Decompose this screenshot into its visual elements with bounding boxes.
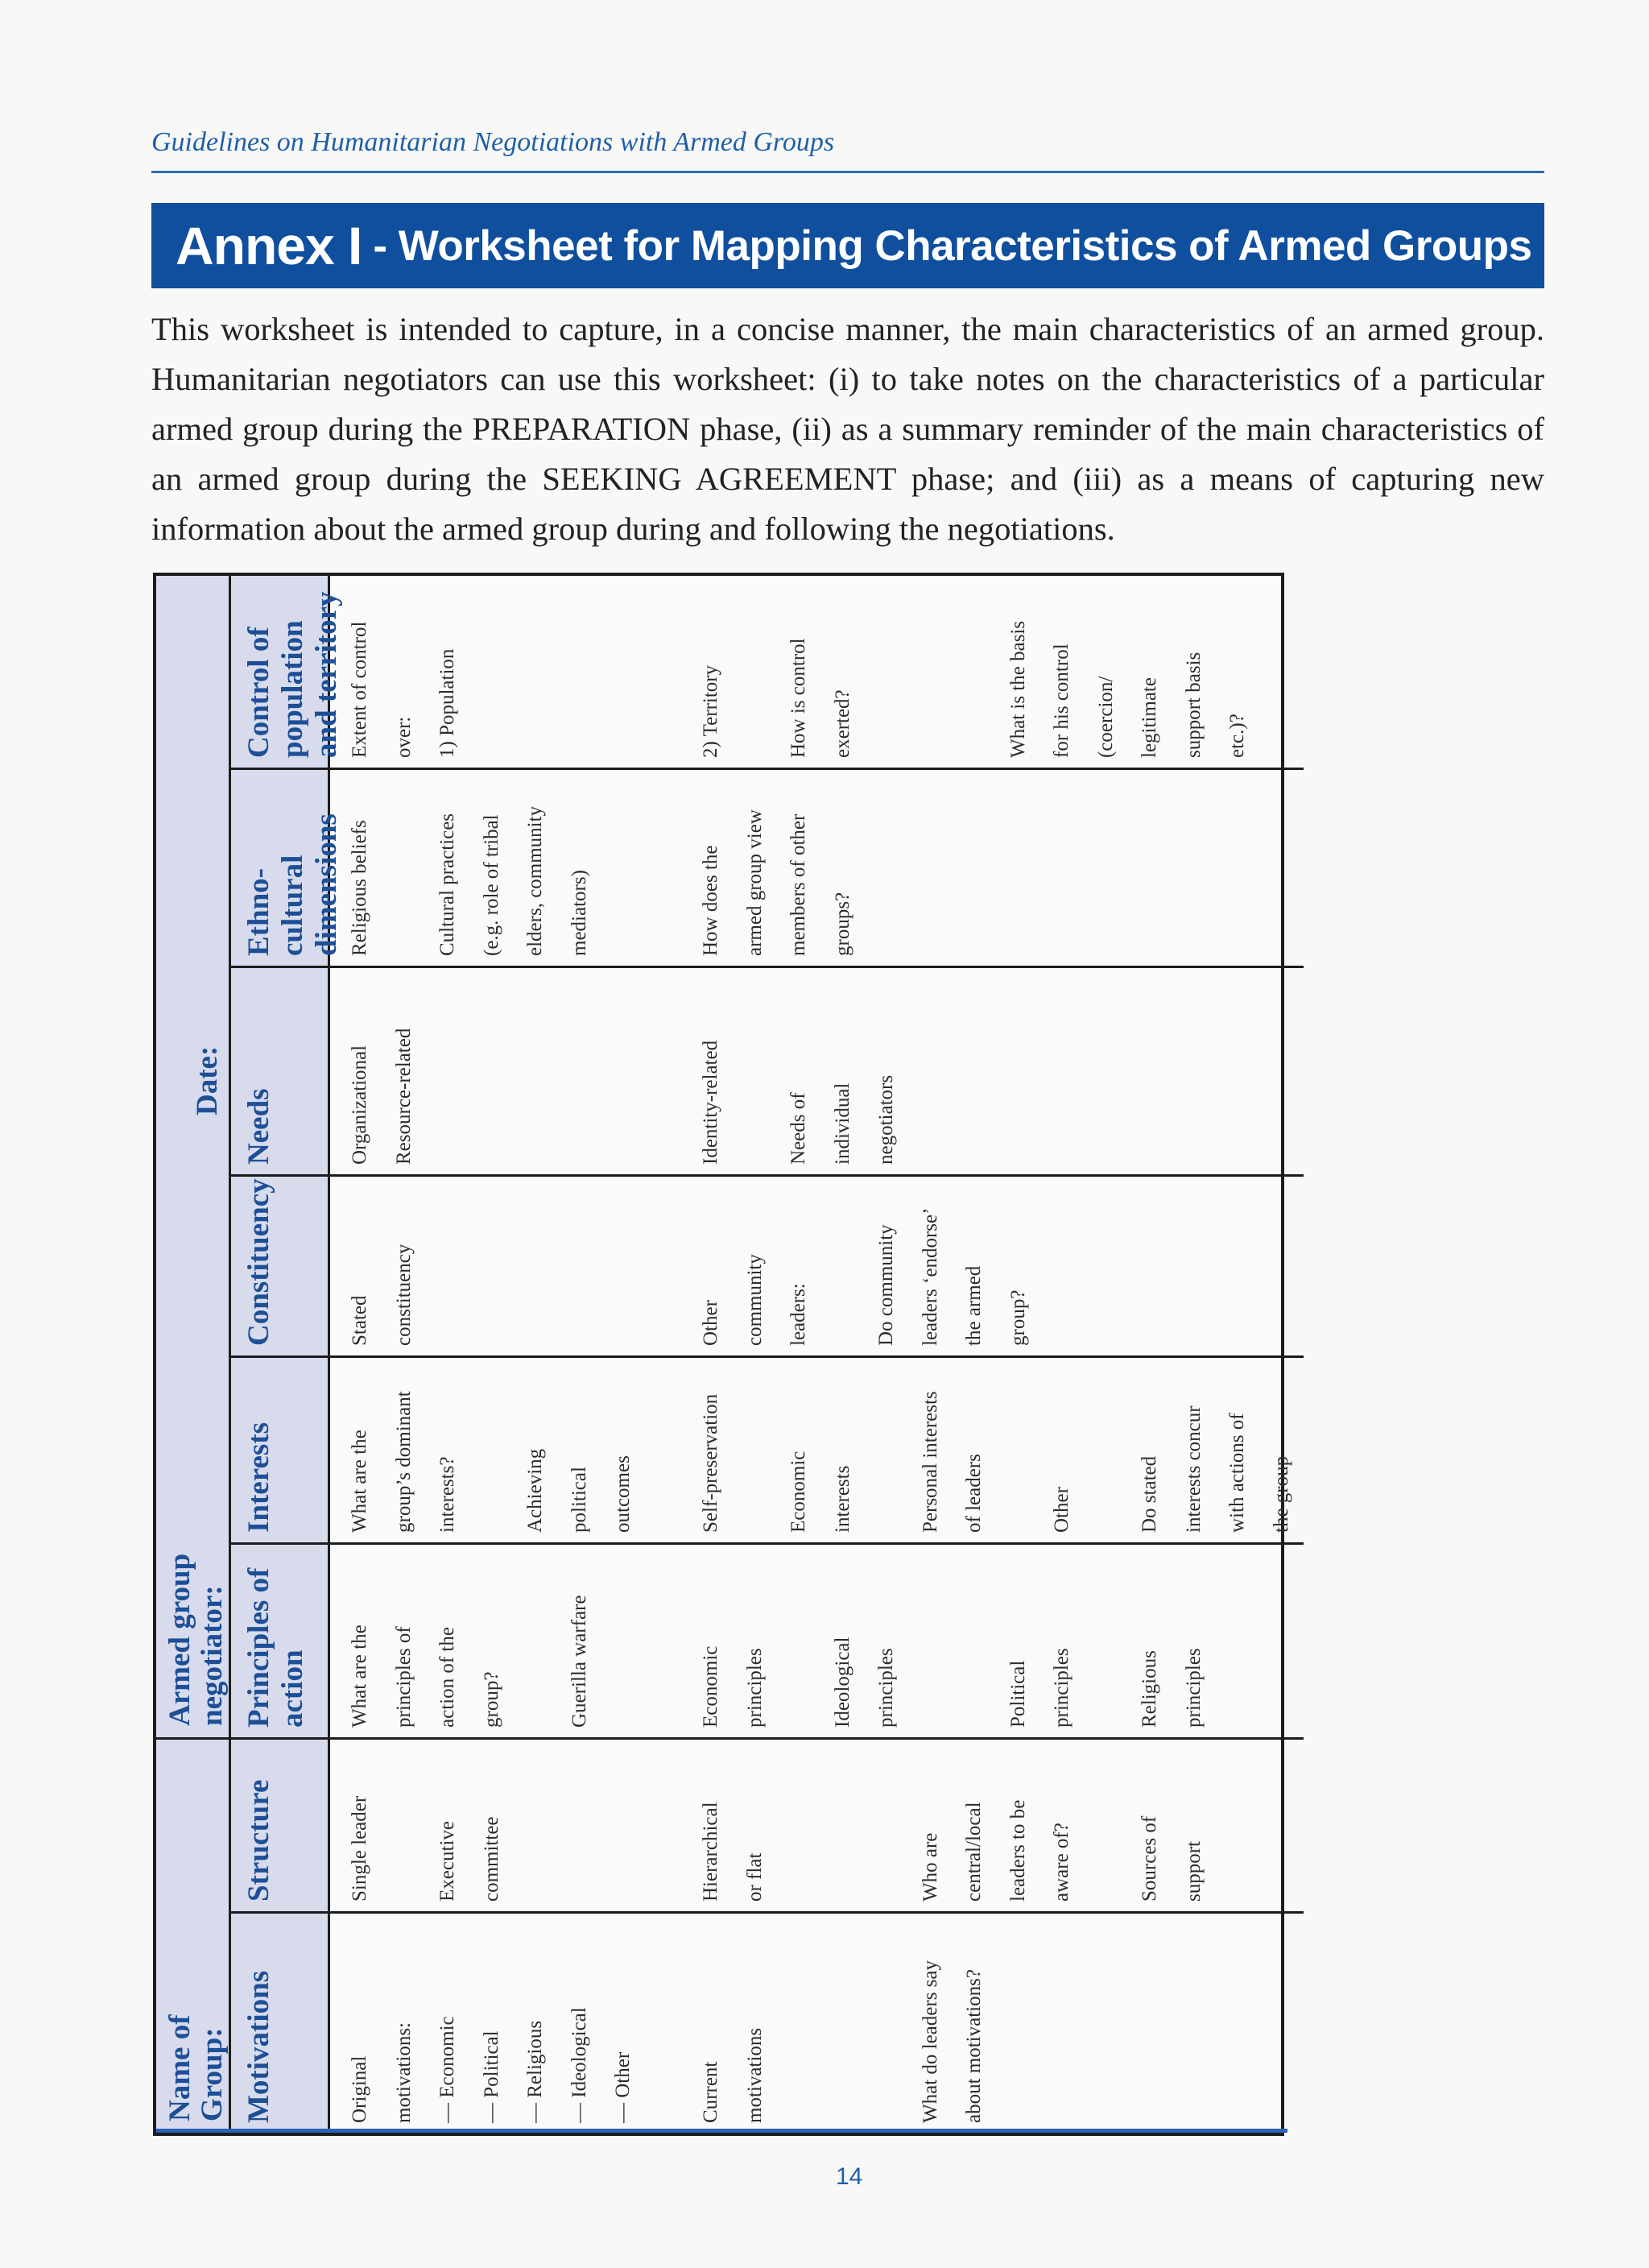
blank-line [514,1553,558,1728]
blank-line [470,1185,515,1346]
blank-line [470,976,515,1165]
prompt-line: with actions of [1226,1413,1248,1533]
annex-separator: - [373,221,399,270]
blank-line [601,976,646,1165]
prompt-line: Religious [1139,1650,1160,1728]
prompt-line: Other [700,1300,721,1346]
prompt-line: Personal interests [919,1391,941,1533]
page-number: 14 [836,2163,863,2190]
prompt-line: Guerilla warfare [568,1595,590,1728]
blank-line [777,1748,821,1902]
column-header-control-of-population-and-territory [231,576,343,768]
column-body-structure[interactable] [330,1737,1304,1911]
prompt-line: Needs of [787,1092,809,1165]
blank-line [646,976,690,1165]
prompt-line: leaders to be [1006,1799,1029,1902]
prompt-line: (e.g. role of tribal [480,814,502,956]
blank-line [821,1748,866,1902]
blank-line [865,1922,909,2123]
blank-line [865,584,909,758]
column-header-constituency [231,1174,328,1355]
blank-line [821,1922,866,2123]
prompt-line: or flat [743,1852,766,1902]
prompt-line: interests [831,1465,853,1533]
prompt-line: Hierarchical [700,1802,721,1902]
blank-line [777,1922,821,2123]
blank-line [601,584,646,758]
blank-line [426,976,470,1165]
prompt-line: 2) Territory [700,664,721,758]
blank-line [646,1185,690,1346]
prompt-line: Executive [436,1821,458,1902]
blank-line [865,1366,909,1533]
blank-line [1085,1366,1129,1533]
blank-line [601,778,646,956]
blank-line [601,1553,646,1728]
column-bodies [330,576,1304,2133]
prompt-line: What do leaders say [919,1960,941,2123]
prompt-line: Self-preservation [700,1393,721,1533]
prompt-line: How is control [787,638,809,758]
prompt-line: — Religious [524,2020,546,2123]
prompt-line: Ideological [831,1637,853,1728]
column-header-line: Motivations [242,1970,275,2123]
annex-label: Annex I [176,216,362,275]
column-body-ethno-cultural-dimensions[interactable] [330,768,1304,966]
prompt-line: over: [392,716,415,758]
prompt-line: motivations: [392,2022,415,2123]
blank-line [909,584,953,758]
negotiator-label-line2: negotiator: [196,1585,229,1726]
blank-line [514,1748,558,1902]
blank-line [777,1553,821,1728]
prompt-line: Extent of control [349,621,370,758]
blank-line [601,1748,646,1902]
prompt-line: political [568,1467,590,1533]
prompt-line: legitimate [1139,677,1160,758]
column-header-line: population [276,620,309,758]
prompt-line: committee [480,1816,502,1902]
blank-line [646,1922,690,2123]
column-body-interests[interactable] [330,1355,1304,1542]
prompt-line: 1) Population [436,648,458,758]
blank-line [514,1185,558,1346]
blank-line [646,1553,690,1728]
column-body-motivations[interactable] [330,1911,1304,2133]
prompt-line: etc.)? [1226,714,1248,758]
blank-line [734,1366,778,1533]
prompt-line: action of the [436,1627,458,1728]
prompt-line: interests? [436,1456,458,1533]
prompt-line: Resource-related [392,1028,415,1165]
prompt-line: principles [743,1648,766,1728]
annex-title [373,221,1531,271]
blank-line [734,976,778,1165]
prompt-line: of leaders [963,1454,985,1533]
blank-line [997,1366,1041,1533]
prompt-line: community [743,1254,766,1346]
prompt-line: Original [349,2055,370,2123]
column-body-needs[interactable] [330,966,1304,1174]
blank-line [1085,1748,1129,1902]
prompt-line: the armed [963,1265,985,1346]
blank-line [558,584,602,758]
column-headers [231,576,343,2133]
name-of-group-label-line2: Group: [196,2027,229,2121]
prompt-line: the group [1270,1455,1292,1533]
column-header-line: Needs [242,1088,275,1165]
column-body-control-of-population-and-territory[interactable] [330,576,1304,768]
table-accent-bar [156,2129,1287,2133]
prompt-line: Do stated [1139,1455,1160,1533]
prompt-line: central/local [963,1802,985,1902]
annex-banner [151,203,1544,288]
prompt-line: aware of? [1051,1823,1072,1902]
prompt-line: Political [1006,1660,1029,1728]
prompt-line: support basis [1182,652,1205,758]
prompt-line: support [1182,1841,1205,1902]
prompt-line: about motivations? [963,1969,985,2123]
prompt-line: Identity-related [700,1040,721,1165]
column-header-line: Structure [242,1779,275,1902]
prompt-line: interests concur [1182,1405,1205,1533]
prompt-line: constituency [392,1244,415,1346]
blank-line [953,1553,997,1728]
worksheet-top-fields [156,576,231,2133]
prompt-line: members of other [787,813,809,956]
column-header-structure [231,1737,328,1911]
blank-line [734,584,778,758]
prompt-line: Cultural practices [436,813,458,956]
date-label: Date: [191,1045,224,1115]
blank-line [646,1366,690,1533]
blank-line [514,584,558,758]
prompt-line: Economic [787,1451,809,1533]
negotiator-label-line1: Armed group [163,1553,196,1726]
running-header: Guidelines on Humanitarian Negotiations with Armed Groups [151,127,835,157]
column-header-line: Interests [242,1422,275,1533]
prompt-line: (coercion/ [1094,676,1117,758]
blank-line [646,1748,690,1902]
prompt-line: for his control [1051,644,1072,758]
prompt-line: Organizational [349,1045,370,1165]
prompt-line: Do community [875,1224,897,1346]
blank-line [646,778,690,956]
prompt-line: Stated [349,1295,370,1346]
prompt-line: Religious beliefs [349,820,370,956]
column-header-line: action [276,1649,309,1728]
column-header-needs [231,966,328,1174]
column-header-interests [231,1355,328,1542]
blank-line [865,1748,909,1902]
prompt-line: leaders ‘endorse’ [919,1207,941,1346]
prompt-line: elders, community [524,805,546,956]
column-header-line: Constituency [242,1178,275,1346]
prompt-line: Sources of [1139,1815,1160,1902]
column-header-line: Principles of [242,1567,275,1728]
blank-line [601,1185,646,1346]
column-header-line: cultural [276,855,309,956]
prompt-line: Current [700,2061,721,2123]
intro-paragraph: This worksheet is intended to capture, in a concise manner, the main characteristics of an armed group. Humanitarian negotiators can use this worksheet: (i) to take notes on the characteristics of a particular armed group during the PREPARATION phase, (ii) as a summary reminder of the main characteristics of an armed group during the SEEKING AGREEMENT phase; and (iii) as a means of capturing new information about the armed group during and following the negotiations. [151,311,1544,547]
prompt-line: exerted? [831,689,853,758]
column-body-constituency[interactable] [330,1174,1304,1355]
prompt-line: principles of [392,1626,415,1728]
column-header-ethno-cultural-dimensions [231,768,343,966]
column-header-line: and territory [310,591,343,758]
blank-line [514,976,558,1165]
prompt-line: groups? [831,892,853,956]
prompt-line: What are the [349,1430,370,1533]
prompt-line: leaders: [787,1283,809,1346]
prompt-line: armed group view [743,809,766,956]
prompt-line: Other [1051,1487,1072,1533]
blank-line [558,1185,602,1346]
prompt-line: Achieving [524,1448,546,1533]
prompt-line: negotiators [875,1074,897,1165]
blank-line [1085,1553,1129,1728]
prompt-line: — Economic [436,2016,458,2123]
column-header-principles-of-action [231,1542,328,1737]
blank-line [909,1553,953,1728]
prompt-line: What is the basis [1006,620,1029,758]
prompt-line: group’s dominant [392,1391,415,1533]
worksheet-table [153,573,1292,2136]
prompt-line: outcomes [612,1455,634,1533]
blank-line [470,584,515,758]
name-of-group-label-line1: Name of [163,2014,196,2121]
blank-line [382,778,427,956]
column-header-motivations [231,1911,328,2133]
prompt-line: What are the [349,1624,370,1728]
prompt-line: Single leader [349,1795,370,1902]
column-header-line: Control of [242,627,275,758]
prompt-line: — Political [480,2030,502,2123]
prompt-line: — Ideological [568,2007,590,2123]
negotiator-field[interactable] [156,1127,229,1737]
prompt-line: mediators) [568,870,590,956]
blank-line [953,584,997,758]
blank-line [470,1366,515,1533]
blank-line [558,976,602,1165]
prompt-line: individual [831,1082,853,1165]
name-of-group-field[interactable] [156,1737,229,2133]
header-rule [151,171,1544,173]
worksheet-table-wrapper [153,573,1292,2136]
annex-title-text: Worksheet for Mapping Characteristics of Armed Groups [398,221,1532,270]
prompt-line: principles [875,1648,897,1728]
blank-line [646,584,690,758]
column-header-line: Ethno- [242,868,275,956]
column-header-line: dimensions [310,813,343,956]
column-body-principles-of-action[interactable] [330,1542,1304,1737]
prompt-line: group? [480,1671,502,1728]
prompt-line: principles [1051,1648,1072,1728]
prompt-line: Who are [919,1832,941,1902]
prompt-line: Economic [700,1645,721,1728]
prompt-line: group? [1006,1289,1029,1346]
prompt-line: motivations [743,2027,766,2123]
date-field[interactable] [156,576,229,1127]
blank-line [426,1185,470,1346]
prompt-line: principles [1182,1648,1205,1728]
blank-line [821,1185,866,1346]
prompt-line: How does the [700,845,721,956]
blank-line [382,1748,427,1902]
prompt-line: — Other [612,2051,634,2123]
blank-line [558,1748,602,1902]
